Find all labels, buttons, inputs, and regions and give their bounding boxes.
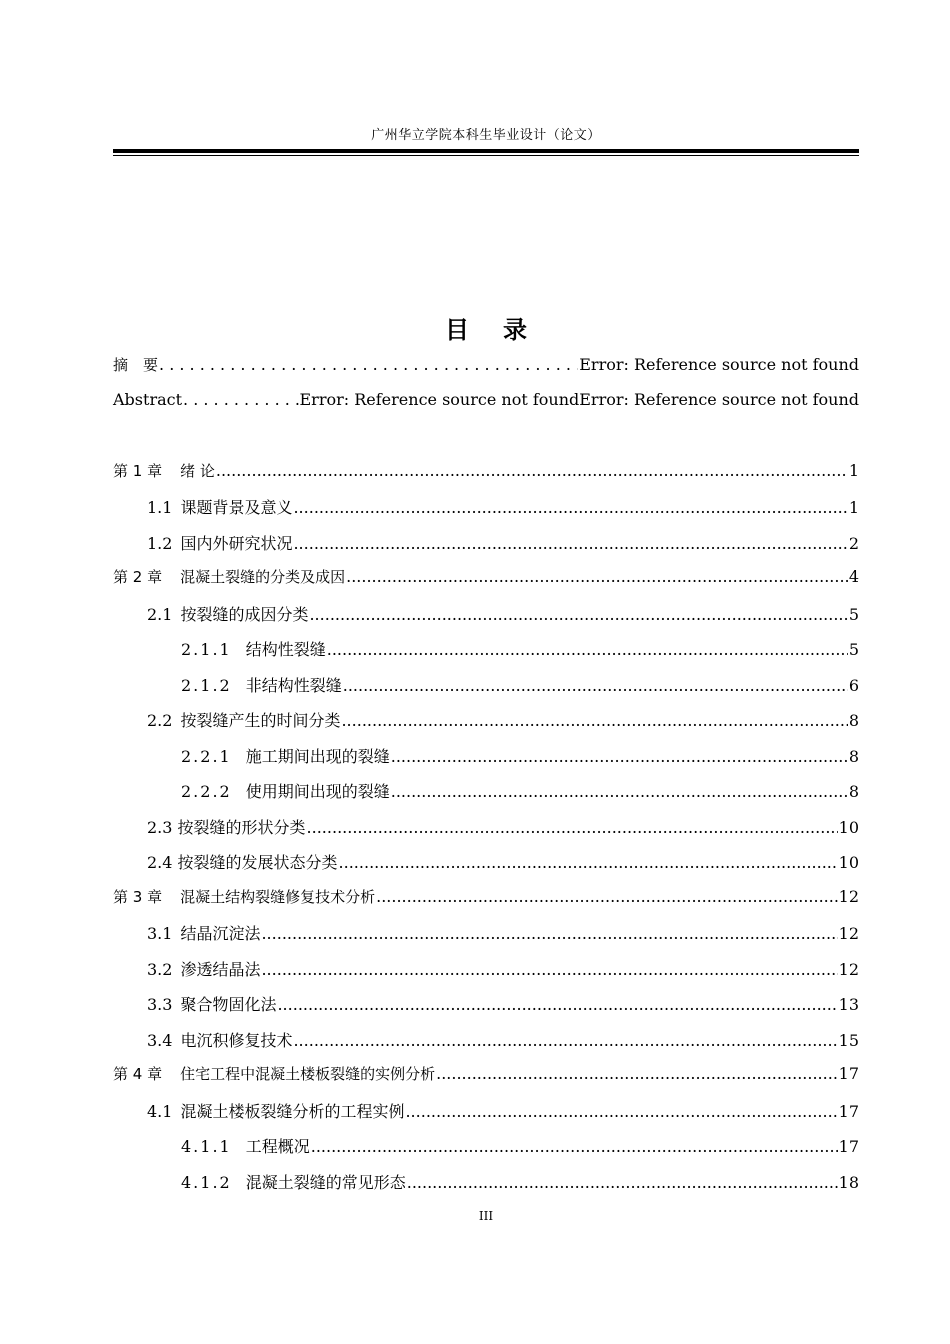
toc-chapter-2[interactable] [113,566,859,587]
toc-subsection-title: 工程概况 [245,1137,310,1156]
toc-section-3-3[interactable] [147,992,859,1015]
toc-chapter-title: 住宅工程中混凝土楼板裂缝的实例分析 [180,1065,436,1083]
toc-entry-page: 4 [848,567,859,586]
toc-chapter-3[interactable] [113,886,859,907]
toc-section-num: 3.3 [147,995,173,1014]
toc-entry-page: Error: Reference source not foundError: Reference source not found [299,390,859,409]
toc-section-num: 3.1 [147,924,173,943]
toc-section-4-1[interactable] [147,1099,859,1122]
toc-entry-label: 摘 要 [113,356,159,374]
toc-subsection-2-2-1[interactable] [181,744,859,767]
toc-chapter-num: 第 3 章 [113,888,163,906]
dot-leader [311,1137,838,1156]
toc-subsection-num: 4.1.2 [181,1173,232,1192]
toc-subsection-2-2-2[interactable] [181,779,859,802]
toc-entry-page: 5 [848,605,859,624]
toc-section-num: 3.2 [147,960,173,979]
toc-subsection-2-1-2[interactable] [181,673,859,696]
toc-section-num: 2.1 [147,605,173,624]
toc-section-title: 国内外研究状况 [180,534,293,553]
toc-chapter-4[interactable] [113,1063,859,1084]
dot-leader [277,995,837,1014]
toc-entry-page: 1 [848,498,859,517]
dot-leader [436,1064,838,1083]
dot-leader [343,676,848,695]
toc-entry-abstract-cn[interactable] [113,354,859,375]
page-number: III [478,1209,494,1223]
dot-leader [159,355,578,374]
toc-chapter-num: 第 2 章 [113,568,163,586]
toc-entry-page: 6 [848,676,859,695]
toc-entry-page: 17 [838,1137,859,1156]
dot-leader [216,461,848,480]
dot-leader [261,960,837,979]
toc-chapter-title: 绪 论 [180,462,215,480]
dot-leader [307,818,838,837]
dot-leader [293,498,847,517]
toc-subsection-title: 非结构性裂缝 [245,676,342,695]
toc-section-title: 渗透结晶法 [180,960,261,979]
toc-entry-page: 15 [838,1031,859,1050]
toc-entry-page: 13 [838,995,859,1014]
toc-subsection-num: 2.1.1 [181,640,232,659]
toc-entry-label: Abstract [113,390,183,409]
header-rule-thick [113,149,859,153]
toc-subsection-num: 2.1.2 [181,676,232,695]
dot-leader [339,853,838,872]
dot-leader [346,567,848,586]
toc-section-title: 2.3 按裂缝的形状分类 [147,818,306,837]
header-rule-thin [113,155,859,156]
toc-title-char-2: 录 [503,316,527,344]
toc-section-title: 按裂缝产生的时间分类 [180,711,341,730]
toc-subsection-num: 2.2.2 [181,782,232,801]
toc-entry-page: 12 [838,887,859,906]
toc-entry-page: 12 [838,960,859,979]
dot-leader [309,605,847,624]
toc-subsection-title: 结构性裂缝 [245,640,326,659]
toc-subsection-4-1-2[interactable] [181,1170,859,1193]
toc-section-num: 3.4 [147,1031,173,1050]
toc-section-2-4[interactable] [147,850,859,873]
toc-title [113,310,859,345]
toc-entry-page: 18 [838,1173,859,1192]
toc-section-2-2[interactable] [147,708,859,731]
toc-subsection-title: 使用期间出现的裂缝 [245,782,390,801]
toc-subsection-4-1-1[interactable] [181,1134,859,1157]
dot-leader [405,1102,837,1121]
toc-entry-page: 5 [848,640,859,659]
toc-entry-page: 8 [848,711,859,730]
dot-leader [376,887,838,906]
toc-entry-abstract-en[interactable] [113,390,859,409]
toc-chapter-title: 混凝土裂缝的分类及成因 [180,568,346,586]
dot-leader [261,924,837,943]
toc-chapter-title: 混凝土结构裂缝修复技术分析 [180,888,376,906]
toc-section-title: 聚合物固化法 [180,995,277,1014]
toc-section-num: 4.1 [147,1102,173,1121]
toc-section-num: 1.1 [147,498,173,517]
dot-leader [391,747,848,766]
toc-entry-page: 8 [848,782,859,801]
toc-entry-page: 1 [848,461,859,480]
toc-entry-page: 8 [848,747,859,766]
dot-leader [341,711,847,730]
toc-entry-page: 10 [838,818,859,837]
toc-subsection-title: 施工期间出现的裂缝 [245,747,390,766]
dot-leader [407,1173,838,1192]
toc-section-title: 混凝土楼板裂缝分析的工程实例 [180,1102,405,1121]
toc-subsection-num: 4.1.1 [181,1137,232,1156]
toc-subsection-num: 2.2.1 [181,747,232,766]
toc-section-title: 电沉积修复技术 [180,1031,293,1050]
toc-section-num: 1.2 [147,534,173,553]
toc-entry-page: Error: Reference source not found [579,355,859,374]
toc-section-1-1[interactable] [147,495,859,518]
toc-entry-page: 2 [848,534,859,553]
toc-section-title: 课题背景及意义 [180,498,293,517]
toc-subsection-2-1-1[interactable] [181,637,859,660]
toc-subsection-title: 混凝土裂缝的常见形态 [245,1173,406,1192]
dot-leader [183,390,298,409]
toc-chapter-num: 第 1 章 [113,462,163,480]
toc-section-1-2[interactable] [147,531,859,554]
toc-entry-page: 12 [838,924,859,943]
toc-section-2-3[interactable] [147,815,859,838]
toc-entry-page: 10 [838,853,859,872]
toc-section-title: 2.4 按裂缝的发展状态分类 [147,853,338,872]
toc-title-char-1: 目 [445,316,469,344]
toc-section-3-2[interactable] [147,957,859,980]
toc-section-2-1[interactable] [147,602,859,625]
toc-section-num: 2.2 [147,711,173,730]
toc-section-title: 结晶沉淀法 [180,924,261,943]
dot-leader [327,640,848,659]
toc-section-3-4[interactable] [147,1028,859,1051]
toc-chapter-1[interactable] [113,460,859,481]
dot-leader [293,534,847,553]
toc-chapter-num: 第 4 章 [113,1065,163,1083]
toc-entry-page: 17 [838,1064,859,1083]
toc-section-3-1[interactable] [147,921,859,944]
toc-entry-page: 17 [838,1102,859,1121]
dot-leader [293,1031,837,1050]
running-header: 广州华立学院本科生毕业设计（论文） [371,128,601,143]
toc-section-title: 按裂缝的成因分类 [180,605,309,624]
dot-leader [391,782,848,801]
